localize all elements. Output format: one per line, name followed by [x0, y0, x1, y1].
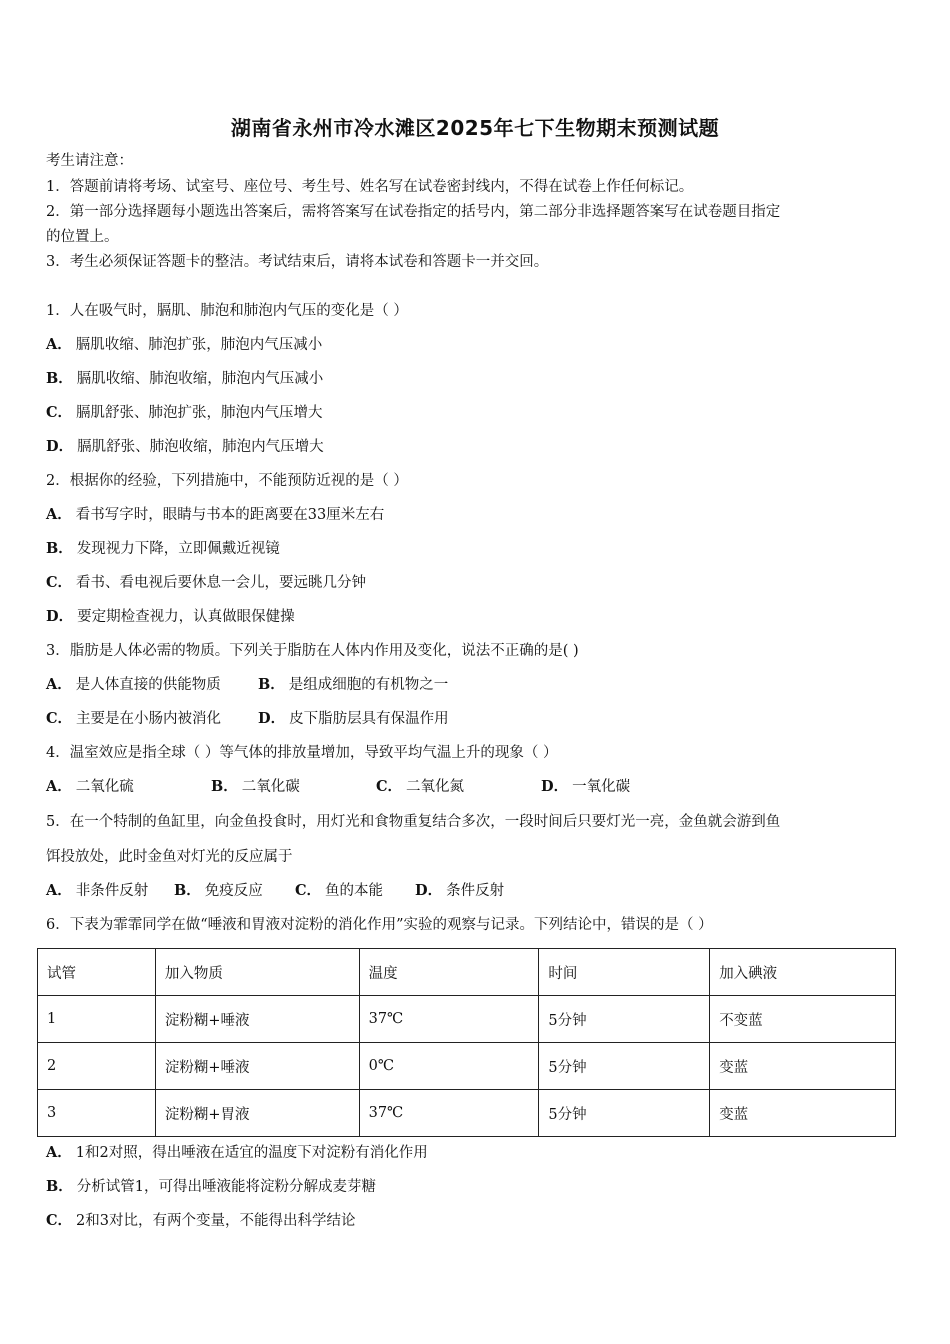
option-a: [46, 505, 384, 525]
table-header-row: [38, 949, 896, 996]
option-label: A．: [46, 882, 72, 899]
option-row: [46, 709, 449, 729]
option-d: [46, 607, 295, 627]
option-label: B．: [46, 540, 73, 557]
table-cell: 2: [38, 1043, 156, 1090]
notice-item: 2．第一部分选择题每小题选出答案后，需将答案写在试卷指定的括号内，第二部分非选择题答案写在试卷题目指定: [46, 204, 781, 220]
table-header-cell: 时间: [539, 949, 710, 996]
table-header-cell: 加入物质: [155, 949, 359, 996]
option-c: [46, 1211, 356, 1231]
notice-heading: 考生请注意：: [46, 153, 133, 169]
option-d: [46, 437, 324, 457]
option-c: [46, 403, 323, 423]
option-text: 二氧化氮: [406, 779, 465, 795]
table-row: [38, 1043, 896, 1090]
question-stem: 6．下表为霏霏同学在做“唾液和胃液对淀粉的消化作用”实验的观察与记录。下列结论中，错误的是（ ）: [46, 917, 713, 933]
question-stem: 3．脂肪是人体必需的物质。下列关于脂肪在人体内作用及变化，说法不正确的是( ): [46, 643, 579, 659]
option-label: D．: [46, 608, 74, 625]
option-c: [295, 881, 415, 901]
option-text: 膈肌收缩、肺泡收缩，肺泡内气压减小: [76, 371, 324, 387]
option-text: 看书、看电视后要休息一会儿，要远眺几分钟: [76, 575, 367, 591]
table-cell: 5分钟: [539, 996, 710, 1043]
option-b: [46, 369, 323, 389]
table-cell: 37℃: [359, 996, 539, 1043]
table-header-cell: 加入碘液: [710, 949, 896, 996]
table-cell: 0℃: [359, 1043, 539, 1090]
table-cell: 5分钟: [539, 1043, 710, 1090]
option-label: A．: [46, 336, 72, 353]
option-label: D．: [415, 882, 443, 899]
table-cell: 变蓝: [710, 1043, 896, 1090]
option-c: [46, 709, 258, 729]
option-label: B．: [46, 370, 73, 387]
table-row: [38, 1090, 896, 1137]
option-c: [376, 777, 541, 797]
option-label: C．: [46, 710, 73, 727]
table-cell: 不变蓝: [710, 996, 896, 1043]
question-stem: 4．温室效应是指全球（ ）等气体的排放量增加，导致平均气温上升的现象（ ）: [46, 745, 558, 761]
option-text: 主要是在小肠内被消化: [76, 711, 222, 727]
question-stem: 1．人在吸气时，膈肌、肺泡和肺泡内气压的变化是（ ）: [46, 303, 408, 319]
table-cell: 5分钟: [539, 1090, 710, 1137]
option-c: [46, 573, 366, 593]
option-a: [46, 675, 258, 695]
option-text: 鱼的本能: [325, 883, 384, 899]
option-label: B．: [46, 1178, 73, 1195]
option-text: 二氧化碳: [241, 779, 300, 795]
page-title: 湖南省永州市冷水滩区2025年七下生物期末预测试题: [230, 116, 720, 140]
option-b: [258, 675, 448, 695]
option-text: 1和2对照，得出唾液在适宜的温度下对淀粉有消化作用: [75, 1145, 428, 1161]
option-row: [46, 777, 630, 797]
option-row: [46, 675, 448, 695]
option-b: [211, 777, 376, 797]
option-d: [541, 777, 630, 797]
option-label: A．: [46, 676, 72, 693]
option-label: C．: [295, 882, 322, 899]
table-cell: 3: [38, 1090, 156, 1137]
notice-item: 1．答题前请将考场、试室号、座位号、考生号、姓名写在试卷密封线内，不得在试卷上作任何标记。: [46, 179, 694, 195]
option-label: D．: [46, 438, 74, 455]
notice-item: 3．考生必须保证答题卡的整洁。考试结束后，请将本试卷和答题卡一并交回。: [46, 254, 549, 270]
option-a: [46, 777, 211, 797]
table-header-cell: 试管: [38, 949, 156, 996]
option-d: [415, 881, 504, 901]
option-text: 非条件反射: [75, 883, 149, 899]
option-label: C．: [46, 1212, 73, 1229]
option-text: 是人体直接的供能物质: [75, 677, 221, 693]
option-label: A．: [46, 1144, 72, 1161]
table-cell: 淀粉糊+唾液: [155, 996, 359, 1043]
question-stem-continued: 饵投放处，此时金鱼对灯光的反应属于: [46, 849, 293, 865]
option-text: 条件反射: [446, 883, 505, 899]
option-label: A．: [46, 778, 72, 795]
option-d: [258, 709, 449, 729]
option-text: 皮下脂肪层具有保温作用: [289, 711, 449, 727]
option-label: C．: [46, 574, 73, 591]
question-stem: 2．根据你的经验，下列措施中，不能预防近视的是（ ）: [46, 473, 408, 489]
table-cell: 变蓝: [710, 1090, 896, 1137]
option-b: [174, 881, 295, 901]
table-header-cell: 温度: [359, 949, 539, 996]
option-b: [46, 1177, 376, 1197]
option-text: 2和3对比，有两个变量，不能得出科学结论: [76, 1213, 356, 1229]
option-label: C．: [376, 778, 403, 795]
notice-item: 的位置上。: [46, 229, 119, 245]
option-text: 发现视力下降，立即佩戴近视镜: [76, 541, 280, 557]
option-text: 一氧化碳: [572, 779, 631, 795]
option-a: [46, 881, 174, 901]
option-label: D．: [258, 710, 286, 727]
option-text: 膈肌收缩、肺泡扩张，肺泡内气压减小: [75, 337, 323, 353]
option-text: 是组成细胞的有机物之一: [288, 677, 449, 693]
option-b: [46, 539, 280, 559]
option-label: C．: [46, 404, 73, 421]
option-text: 膈肌舒张、肺泡收缩，肺泡内气压增大: [77, 439, 324, 455]
table-cell: 37℃: [359, 1090, 539, 1137]
option-text: 看书写字时，眼睛与书本的距离要在33厘米左右: [75, 507, 385, 523]
option-label: B．: [258, 676, 285, 693]
option-a: [46, 335, 322, 355]
option-text: 膈肌舒张、肺泡扩张，肺泡内气压增大: [76, 405, 323, 421]
experiment-table: [37, 948, 896, 1137]
option-label: D．: [541, 778, 569, 795]
table-cell: 淀粉糊+胃液: [155, 1090, 359, 1137]
option-row: [46, 881, 504, 901]
option-text: 分析试管1，可得出唾液能将淀粉分解成麦芽糖: [76, 1179, 376, 1195]
table-cell: 淀粉糊+唾液: [155, 1043, 359, 1090]
option-text: 二氧化硫: [75, 779, 134, 795]
option-text: 免疫反应: [204, 883, 263, 899]
table-cell: 1: [38, 996, 156, 1043]
option-text: 要定期检查视力，认真做眼保健操: [77, 609, 295, 625]
question-stem: 5．在一个特制的鱼缸里，向金鱼投食时，用灯光和食物重复结合多次，一段时间后只要灯光一亮，金鱼就会游到鱼: [46, 814, 781, 830]
option-label: B．: [211, 778, 238, 795]
option-label: A．: [46, 506, 72, 523]
option-a: [46, 1143, 428, 1163]
option-label: B．: [174, 882, 201, 899]
table-row: [38, 996, 896, 1043]
